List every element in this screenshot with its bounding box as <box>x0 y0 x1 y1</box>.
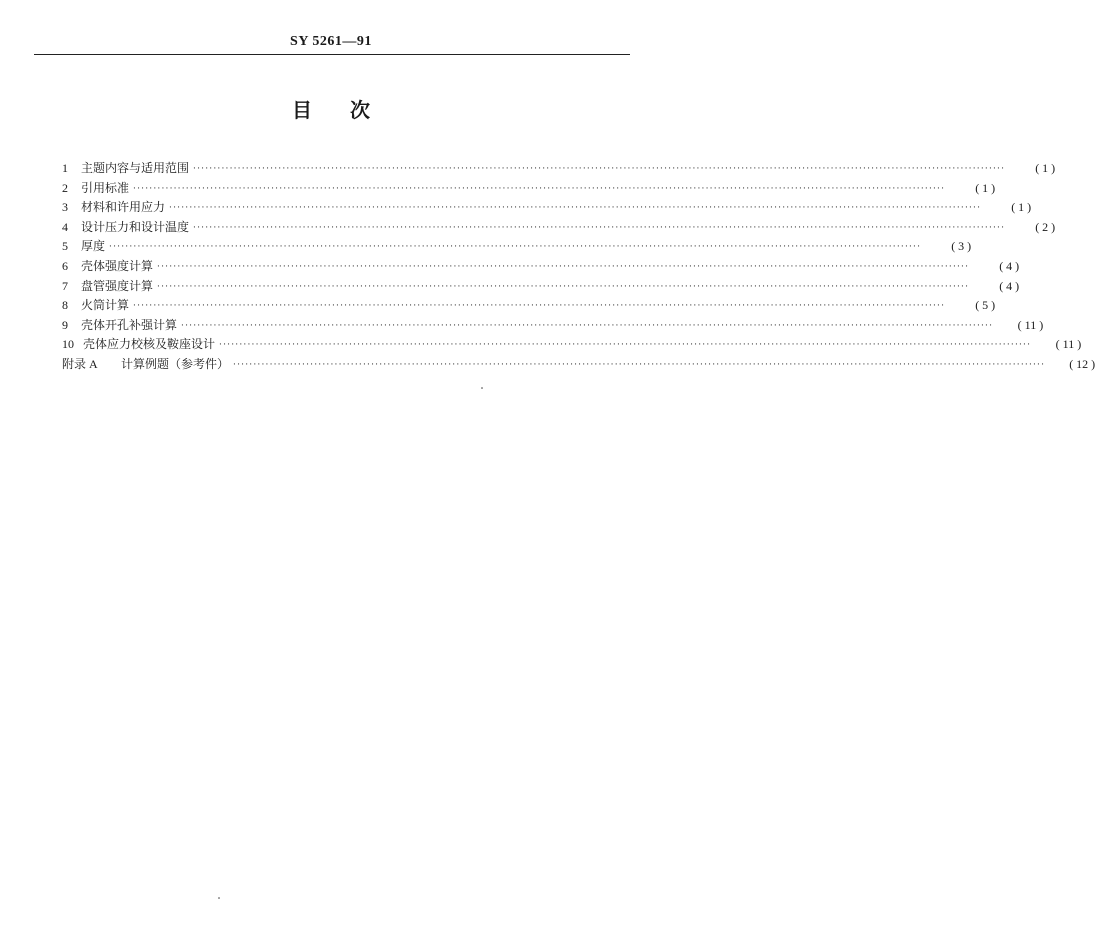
toc-entry-label: 材料和许用应力 <box>81 200 166 215</box>
toc-entry[interactable] <box>62 198 1032 218</box>
toc-entry-label: 火筒计算 <box>81 298 130 313</box>
toc-dot-leader: ········································································································································································································ <box>193 222 1006 233</box>
header-rule <box>34 54 630 55</box>
toc-entry-label: 壳体开孔补强计算 <box>81 317 178 332</box>
toc-entry-label: 主题内容与适用范围 <box>81 161 190 175</box>
toc-entry-label: 计算例题（参考件） <box>121 356 230 371</box>
toc-entry[interactable] <box>62 296 996 316</box>
toc-entry[interactable] <box>62 159 1056 179</box>
toc-entry-label: 引用标准 <box>81 180 130 195</box>
toc-entry-number: 2 <box>62 180 68 195</box>
toc-entry-page: ( 11 ) <box>1017 317 1044 332</box>
toc-entry-page: ( 11 ) <box>1055 337 1082 352</box>
toc-entry-label: 厚度 <box>81 239 106 254</box>
toc-entry[interactable] <box>62 316 1044 336</box>
toc-entry[interactable] <box>62 355 1095 375</box>
toc-entry[interactable] <box>62 237 972 257</box>
toc-entry-page: ( 12 ) <box>1069 356 1095 371</box>
toc-dot-leader: ········································································································································································································ <box>193 164 1006 174</box>
toc-entry-number: 8 <box>62 298 68 313</box>
toc-entry-number: 3 <box>62 200 68 215</box>
toc-entry-page: ( 1 ) <box>1035 161 1056 175</box>
toc-dot-leader: ········································································································································································································ <box>109 242 922 253</box>
toc-entry-number: 5 <box>62 239 68 254</box>
toc-dot-leader: ········································································································································································································ <box>233 359 1046 370</box>
toc-entry-page: ( 1 ) <box>975 180 996 195</box>
toc-entry-page: ( 2 ) <box>1035 219 1056 234</box>
toc-dot-leader: ········································································································································································································ <box>219 340 1032 351</box>
toc-entry-number: 6 <box>62 258 68 273</box>
toc-entry-page: ( 1 ) <box>1011 200 1032 215</box>
toc-entry-label: 盘管强度计算 <box>81 278 154 293</box>
standard-code-header: SY 5261—91 <box>290 34 372 49</box>
toc-entry-number: 7 <box>62 278 68 293</box>
toc-entry-label: 设计压力和设计温度 <box>81 219 190 234</box>
toc-entry-page: ( 5 ) <box>975 298 996 313</box>
toc-dot-leader: ········································································································································································································ <box>181 320 994 331</box>
scan-speck <box>218 897 220 899</box>
toc-dot-leader: ········································································································································································································ <box>157 281 970 292</box>
toc-entry-page: ( 4 ) <box>999 258 1020 273</box>
toc-dot-leader: ········································································································································································································ <box>133 301 946 312</box>
toc-entry-number: 附录 A <box>62 356 98 371</box>
toc-entry[interactable] <box>62 257 1020 277</box>
toc-dot-leader: ········································································································································································································ <box>169 203 982 214</box>
toc-entry-number: 10 <box>62 337 74 352</box>
table-of-contents <box>62 159 1095 375</box>
toc-entry-page: ( 3 ) <box>951 239 972 254</box>
toc-entry-page: ( 4 ) <box>999 278 1020 293</box>
toc-entry[interactable] <box>62 277 1020 297</box>
toc-entry-number: 1 <box>62 161 68 175</box>
toc-entry[interactable] <box>62 218 1056 238</box>
page-title: 目次 <box>292 98 408 122</box>
toc-entry-label: 壳体强度计算 <box>81 258 154 273</box>
toc-entry-label: 壳体应力校核及鞍座设计 <box>83 337 216 352</box>
toc-dot-leader: ········································································································································································································ <box>157 261 970 272</box>
toc-entry-number: 9 <box>62 317 68 332</box>
toc-entry-number: 4 <box>62 219 68 234</box>
scan-speck <box>481 387 483 389</box>
toc-dot-leader: ········································································································································································································ <box>133 183 946 194</box>
toc-entry[interactable] <box>62 335 1082 355</box>
toc-entry[interactable] <box>62 179 996 199</box>
